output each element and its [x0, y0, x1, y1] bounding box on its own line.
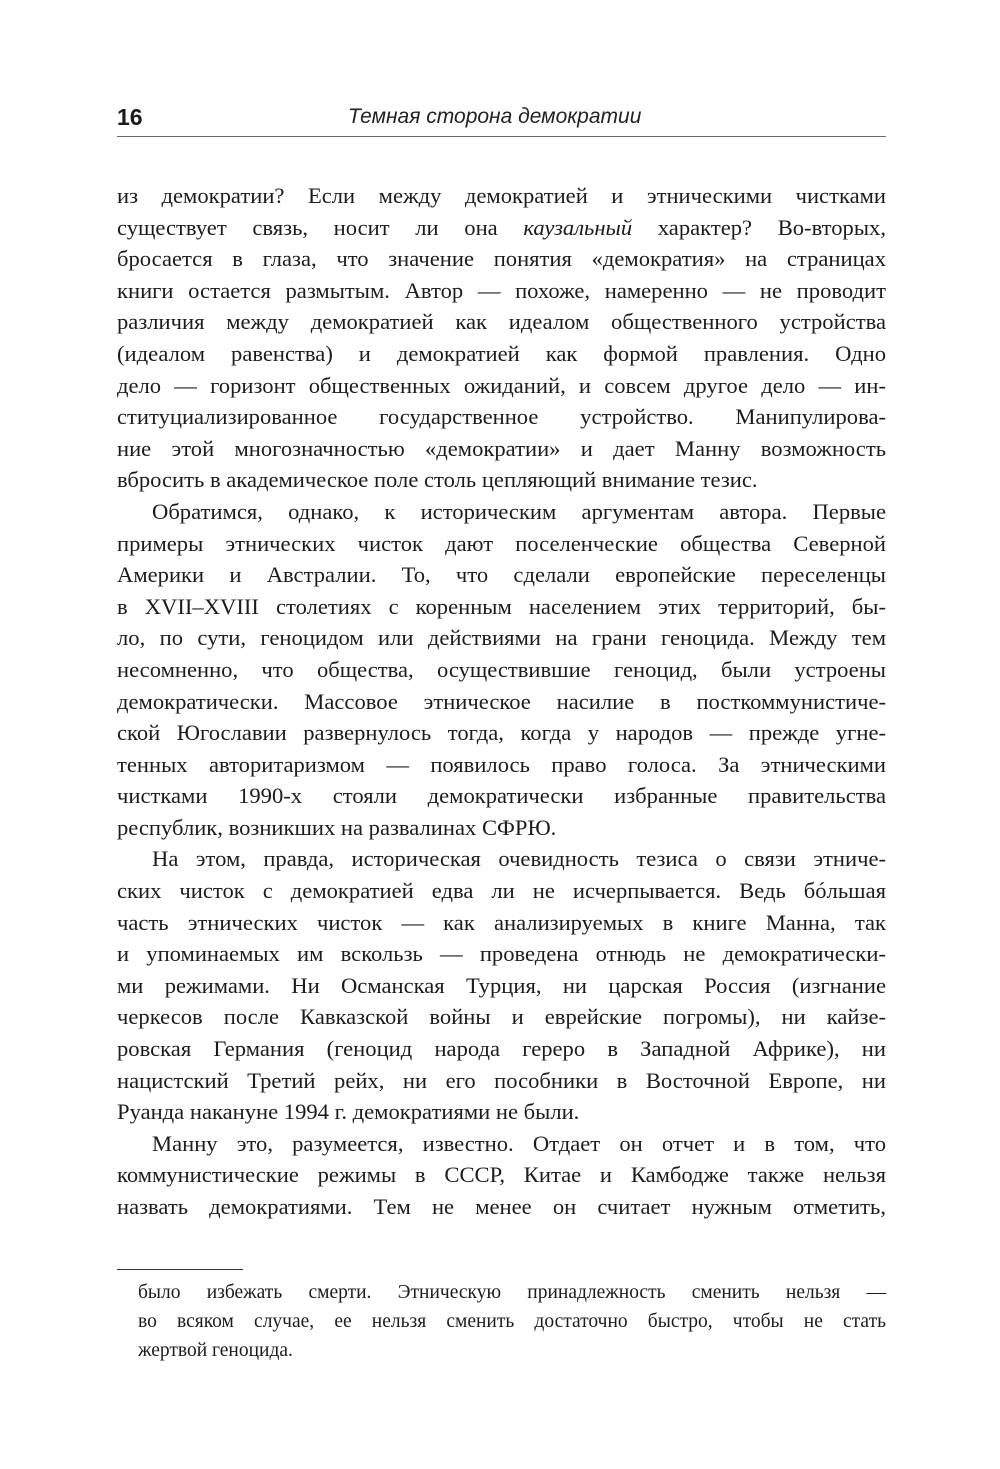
- text-line: чистками 1990-х стояли демократически избранные правительства: [117, 783, 886, 809]
- text-line: и упоминаемых им вскользь — проведена отнюдь не демократически-: [117, 941, 886, 967]
- text-line: Обратимся, однако, к историческим аргументам автора. Первые: [152, 498, 886, 524]
- text-line: (идеалом равенства) и демократией как формой правления. Одно: [117, 340, 886, 366]
- text-line: ние этой многозначностью «демократии» и дает Манну возможность: [117, 435, 886, 461]
- emphasized-word: каузальный: [523, 214, 633, 240]
- running-title: Темная сторона демократии: [348, 105, 642, 128]
- text-line: нацистский Третий рейх, ни его пособники в Восточной Европе, ни: [117, 1067, 886, 1093]
- text-line: несомненно, что общества, осуществившие геноцид, были устроены: [117, 656, 886, 682]
- paragraph-4: [117, 1128, 886, 1223]
- text-line: из демократии? Если между демократией и этническими чистками: [117, 183, 886, 208]
- text-line: в XVII–XVIII столетиях с коренным населением этих территорий, бы-: [117, 593, 886, 619]
- text-line: республик, возникших на развалинах СФРЮ.: [117, 814, 557, 840]
- page-number: 16: [117, 104, 143, 130]
- text-line: коммунистические режимы в СССР, Китае и Камбодже также нельзя: [117, 1162, 886, 1188]
- body-text: [117, 180, 886, 1223]
- page-header: [117, 100, 886, 137]
- text-line: черкесов после Кавказской войны и еврейские погромы), ни кайзе-: [117, 1004, 886, 1030]
- text-line: Манну это, разумеется, известно. Отдает он отчет и в том, что: [152, 1130, 886, 1156]
- text-line: Руанда накануне 1994 г. демократиями не были.: [117, 1099, 580, 1125]
- text-line: назвать демократиями. Тем не менее он считает нужным отметить,: [117, 1194, 886, 1219]
- footnote-line: жертвой геноцида.: [138, 1340, 293, 1361]
- text-fragment: характер? Во-вторых,: [632, 214, 886, 240]
- footnote: [138, 1278, 886, 1365]
- text-line: Америки и Австралии. То, что сделали европейские переселенцы: [117, 562, 886, 588]
- text-fragment: существует связь, носит ли она: [117, 214, 524, 240]
- text-line: На этом, правда, историческая очевидность тезиса о связи этниче-: [152, 846, 886, 872]
- text-line: ской Югославии развернулось тогда, когда у народов — прежде угне-: [117, 720, 886, 746]
- text-line: примеры этнических чисток дают поселенческие общества Северной: [117, 530, 886, 556]
- footnote-line: во всяком случае, ее нельзя сменить достаточно быстро, чтобы не стать: [138, 1311, 886, 1332]
- text-line: часть этнических чисток — как анализируемых в книге Манна, так: [117, 909, 886, 935]
- footnote-divider: [117, 1269, 243, 1270]
- text-line: ституциализированное государственное устройство. Манипулирова-: [117, 404, 886, 430]
- text-line: ровская Германия (геноцид народа гереро в Западной Африке), ни: [117, 1036, 886, 1062]
- text-line: вбросить в академическое поле столь цепляющий внимание тезис.: [117, 467, 758, 493]
- paragraph-1: [117, 180, 886, 496]
- text-line: ских чисток с демократией едва ли не исчерпывается. Ведь бóльшая: [117, 878, 886, 904]
- text-line: [117, 212, 886, 244]
- text-line: демократически. Массовое этническое насилие в посткоммунистиче-: [117, 688, 886, 714]
- text-line: различия между демократией как идеалом общественного устройства: [117, 309, 886, 335]
- paragraph-3: [117, 843, 886, 1127]
- text-line: бросается в глаза, что значение понятия «демократия» на страницах: [117, 246, 886, 272]
- text-line: ми режимами. Ни Османская Турция, ни царская Россия (изгнание: [117, 972, 886, 998]
- paragraph-2: [117, 496, 886, 844]
- text-line: ло, по сути, геноцидом или действиями на грани геноцида. Между тем: [117, 625, 886, 651]
- text-line: тенных авторитаризмом — появилось право голоса. За этническими: [117, 751, 886, 777]
- footnote-line: было избежать смерти. Этническую принадлежность сменить нельзя —: [138, 1282, 886, 1303]
- text-line: книги остается размытым. Автор — похоже, намеренно — не проводит: [117, 277, 886, 303]
- text-line: дело — горизонт общественных ожиданий, и совсем другое дело — ин-: [117, 372, 886, 398]
